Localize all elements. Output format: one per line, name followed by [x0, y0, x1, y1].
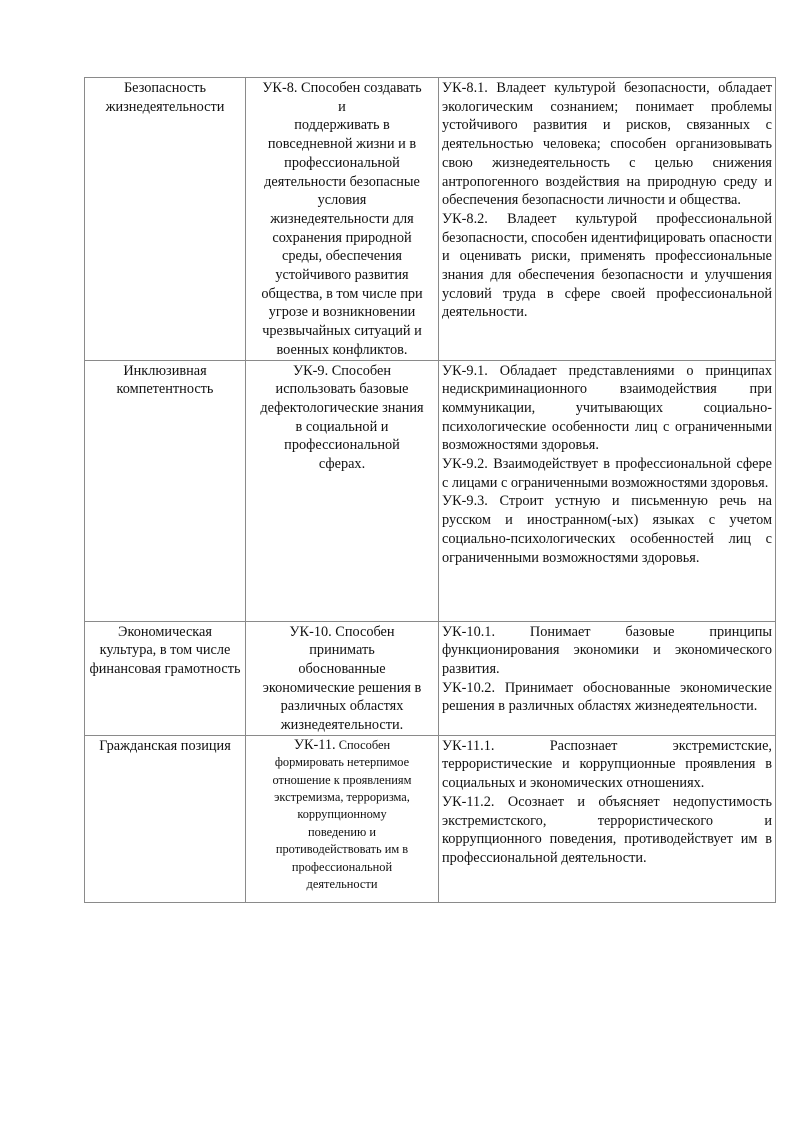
competence-line: УК-10. Способен — [289, 623, 395, 640]
competence-code: УК-11. — [293, 736, 336, 753]
competence-line: формировать нетерпимое — [274, 755, 410, 770]
competence-cell — [246, 360, 439, 621]
category-cell: Инклюзивная компетентность — [85, 360, 246, 621]
competence-line: использовать базовые — [275, 381, 409, 398]
indicators-cell — [439, 621, 776, 735]
indicators-cell — [439, 360, 776, 621]
indicator-text: УК-11.2. Осознает и объясняет недопустимость экстремистского, террористического и коррупционного поведения, противодействует им в профессиональной деятельности. — [442, 793, 772, 866]
competence-line: повседневной жизни и в — [267, 136, 417, 153]
indicator-text: УК-11.1. Распознает экстремистские, террористические и коррупционные проявления в социальных и экономических отношениях. — [442, 737, 772, 792]
competence-line: отношение к проявлениям — [272, 772, 412, 787]
competence-line: деятельности — [306, 877, 378, 892]
competence-line: обоснованные — [298, 660, 386, 677]
competence-line: УК-8. Способен создавать — [262, 80, 422, 96]
competence-line: сферах. — [318, 456, 366, 473]
indicator-text: УК-10.2. Принимает обоснованные экономические решения в различных областях жизнедеятельности. — [442, 679, 772, 715]
indicator-text: УК-8.2. Владеет культурой профессиональной безопасности, способен идентифицировать опасности и оценивать риски, применять профессиональные знания для обеспечения безопасности и улучшения условий труда в сфере своей профессиональной деятельности. — [442, 210, 772, 321]
competence-cell — [246, 735, 439, 902]
table-row — [85, 360, 776, 621]
competence-line: противодействовать им в — [275, 842, 409, 857]
competence-line: чрезвычайных ситуаций и — [262, 323, 422, 340]
category-cell: Экономическая культура, в том числе финансовая грамотность — [85, 621, 246, 735]
competence-line: среды, обеспечения — [281, 248, 402, 265]
competence-line: дефектологические знания — [260, 399, 424, 416]
category-cell: Гражданская позиция — [85, 735, 246, 902]
competence-line: угрозе и возникновении — [268, 304, 416, 321]
competence-line: сохранения природной — [272, 229, 412, 246]
competence-line: коррупционному — [297, 807, 387, 822]
competence-line: устойчивого развития — [275, 267, 409, 284]
category-cell: Безопасность жизнедеятельности — [85, 78, 246, 361]
indicators-cell — [439, 735, 776, 902]
competence-line: и — [338, 98, 346, 115]
competence-line: профессиональной — [284, 154, 400, 171]
competence-cell — [246, 78, 439, 361]
competence-line — [249, 737, 435, 754]
competence-line: профессиональной — [291, 859, 393, 874]
table-row — [85, 735, 776, 902]
competence-line: условия — [317, 192, 367, 209]
indicator-text: УК-8.1. Владеет культурой безопасности, обладает экологическим сознанием; понимает проблемы устойчивого развития и рисков, связанных с деятельностью человека; способен организовывать свою жизнедеятельность с целью снижения антропогенного воздействия на природную среду и обеспечения безопасности личности и общества. — [442, 80, 772, 209]
competence-line: профессиональной — [284, 437, 400, 454]
competence-line: военных конфликтов. — [276, 341, 408, 358]
competence-line: УК-9. Способен — [293, 362, 391, 379]
competence-cell — [246, 621, 439, 735]
competence-line: поведению и — [308, 824, 376, 839]
competencies-table — [84, 77, 776, 903]
indicator-text: УК-10.1. Понимает базовые принципы функционирования экономики и экономического развития. — [442, 623, 772, 677]
competence-line: различных областях — [280, 698, 404, 715]
competence-line: в социальной и — [295, 418, 389, 435]
competence-line: принимать — [309, 642, 375, 659]
table-row — [85, 78, 776, 361]
indicators-cell — [439, 78, 776, 361]
indicator-text: УК-9.2. Взаимодействует в профессиональной сфере с лицами с ограниченными возможностями здоровья. — [442, 456, 772, 491]
competence-line: жизнедеятельности для — [270, 210, 414, 227]
competence-line: поддерживать в — [294, 117, 390, 134]
competence-line: общества, в том числе при — [261, 285, 423, 302]
table-row — [85, 621, 776, 735]
competence-line-text: Способен — [338, 737, 391, 752]
competence-line: экономические решения в — [262, 679, 422, 696]
competence-line: жизнедеятельности. — [280, 717, 404, 734]
indicator-text: УК-9.3. Строит устную и письменную речь на русском и иностранном(-ых) языках с учетом социально-психологических особенностей лиц с ограниченными возможностями здоровья. — [442, 493, 772, 566]
indicator-text: УК-9.1. Обладает представлениями о принципах недискриминационного взаимодействия при коммуникации, учитывающих социально-психологические особенности лиц с ограниченными возможностями здоровья. — [442, 362, 772, 454]
competence-line: экстремизма, терроризма, — [274, 789, 410, 804]
competence-line: деятельности безопасные — [264, 173, 420, 190]
